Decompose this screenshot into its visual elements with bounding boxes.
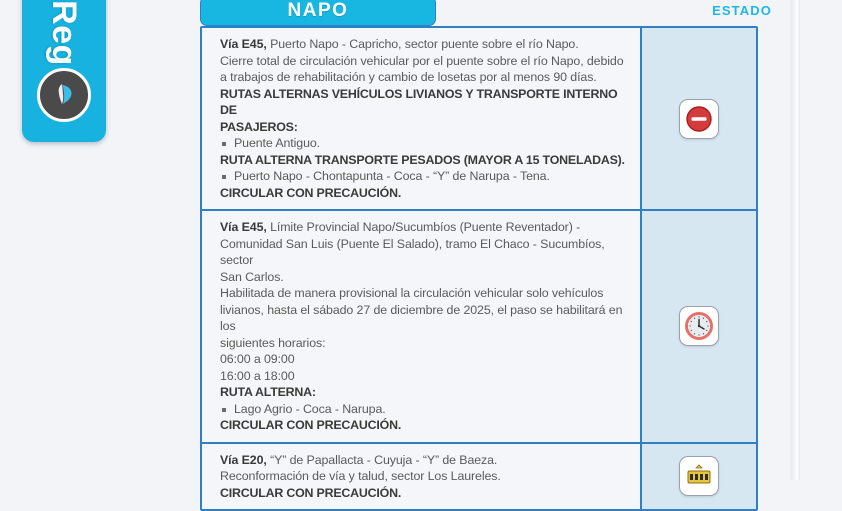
advisory-line: 16:00 a 18:00 (220, 368, 295, 383)
advisory-line: CIRCULAR CON PRECAUCIÓN. (220, 185, 402, 200)
advisory-line: Vía E20, “Y” de Papallacta - Cuyuja - “Y” de Baeza. (220, 452, 498, 467)
advisory-line: siguientes horarios: (220, 335, 326, 350)
advisory-row (202, 444, 756, 510)
clock-restricted-icon[interactable] (679, 306, 719, 346)
advisory-row (202, 28, 756, 211)
status-column-header: ESTADO (712, 3, 772, 18)
advisory-line: Cierre total de circulación vehicular por el puente sobre el río Napo, debido (220, 53, 624, 68)
advisory-line: PASAJEROS: (220, 119, 298, 134)
advisory-line: RUTAS ALTERNAS VEHÍCULOS LIVIANOS Y TRANSPORTE INTERNO DE (220, 86, 618, 117)
advisory-line: Habilitada de manera provisional la circulación vehicular solo vehículos (220, 286, 604, 300)
no-entry-icon[interactable] (679, 99, 719, 139)
road-works-icon[interactable] (679, 456, 719, 496)
advisory-line: Vía E45, Puerto Napo - Capricho, sector puente sobre el río Napo. (220, 37, 579, 51)
ecuador-map-icon (37, 68, 91, 122)
advisory-row (202, 211, 756, 444)
advisory-line: RUTA ALTERNA: (220, 385, 316, 399)
advisory-table (200, 26, 758, 511)
table-header (200, 0, 772, 30)
advisory-line: RUTA ALTERNA TRANSPORTE PESADOS (MAYOR A 15 TONELADAS). (220, 152, 625, 167)
advisory-line: CIRCULAR CON PRECAUCIÓN. (220, 485, 402, 500)
advisory-line: Reconformación de vía y talud, sector Los Laureles. (220, 469, 501, 483)
advisory-status-cell (640, 28, 756, 209)
advisory-status-cell (640, 211, 756, 442)
side-tab-panel[interactable] (22, 0, 106, 142)
advisory-line: San Carlos. (220, 269, 284, 284)
advisory-line: Comunidad San Luis (Puente El Salado), tramo El Chaco - Sucumbíos, sector (220, 236, 605, 267)
advisory-line: livianos, hasta el sábado 27 de diciembre de 2025, el paso se habilitará en los (220, 302, 623, 333)
page-scrollbar[interactable] (790, 0, 800, 480)
advisory-line: CIRCULAR CON PRECAUCIÓN. (220, 418, 402, 432)
via-code-label: Vía E45, (220, 220, 267, 234)
advisory-text-cell (202, 211, 640, 442)
advisory-status-cell (640, 444, 756, 510)
advisory-text-cell (202, 28, 640, 209)
advisory-line: Vía E45, Límite Provincial Napo/Sucumbíos (Puente Reventador) - (220, 220, 581, 234)
advisory-line: a trabajos de rehabilitación y cambio de losetas por al menos 90 días. (220, 70, 597, 84)
side-tab-label: Reg (45, 0, 83, 66)
via-code-label: Vía E45, (220, 37, 267, 51)
advisory-bullet-line: Lago Agrio - Coca - Narupa. (220, 401, 630, 418)
advisory-bullet-line: Puente Antiguo. (220, 135, 630, 152)
province-tab-label: NAPO (287, 0, 349, 21)
advisory-bullet-line: Puerto Napo - Chontapunta - Coca - “Y” de Narupa - Tena. (220, 168, 630, 185)
advisory-text-cell (202, 444, 640, 510)
via-code-label: Vía E20, (220, 452, 267, 467)
province-tab-napo[interactable] (200, 0, 436, 26)
advisory-line: 06:00 a 09:00 (220, 352, 295, 366)
